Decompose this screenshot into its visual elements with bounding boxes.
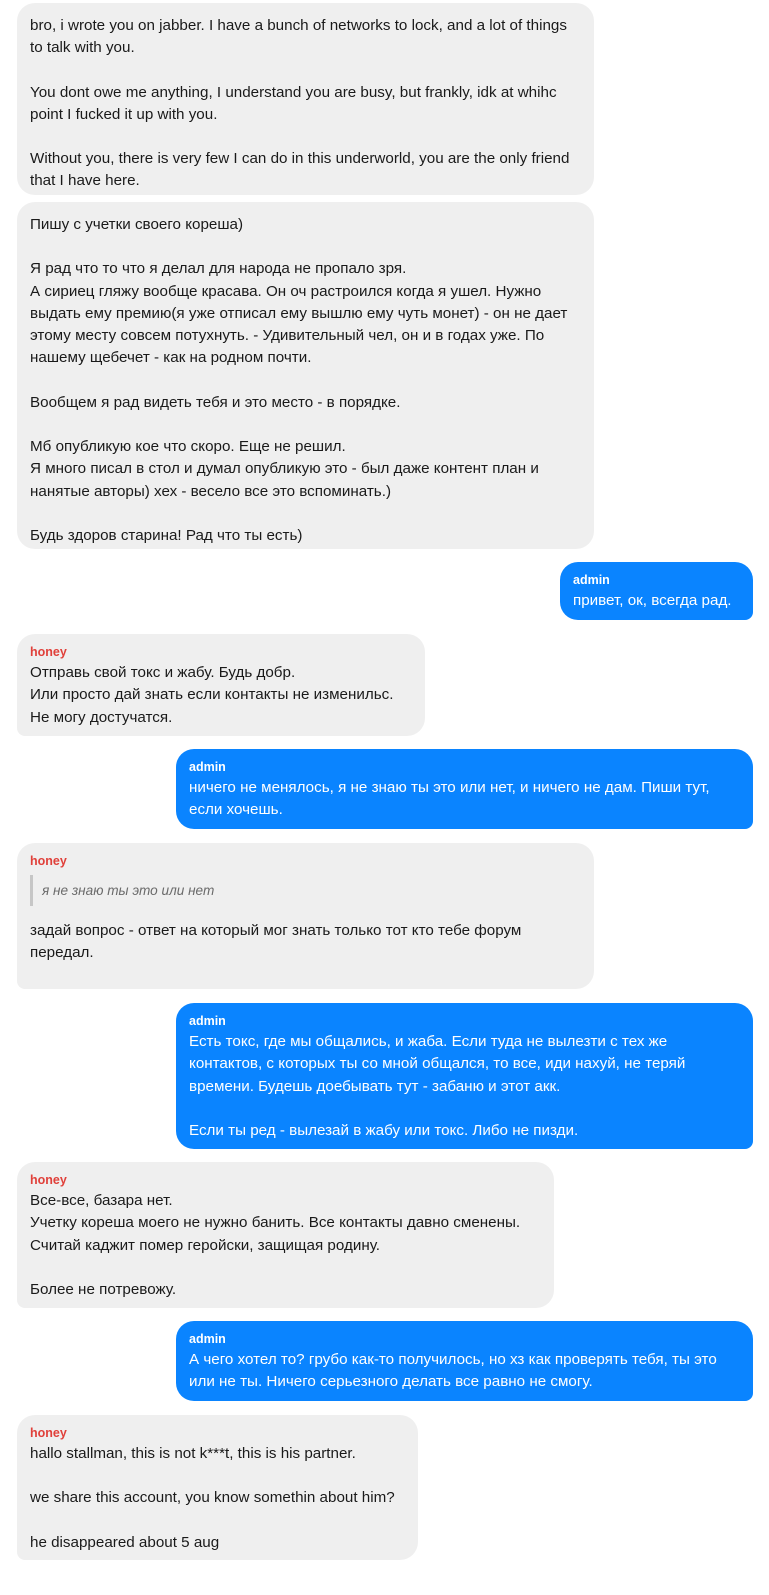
message-text: Отправь свой токс и жабу. Будь добр. Или просто дай знать если контакты не изменильс. Не могу достучатся. xyxy=(30,664,394,726)
quoted-text: я не знаю ты это или нет xyxy=(30,875,581,906)
message-author: honey xyxy=(30,645,67,659)
message-bubble-outgoing[interactable] xyxy=(176,1003,753,1149)
message-text: Более не потревожу. xyxy=(30,1280,177,1298)
message-bubble-incoming[interactable] xyxy=(17,634,425,736)
message-text: Пишу с учетки своего кореша) xyxy=(30,216,244,233)
message-text: bro, i wrote you on jabber. I have a bunch of networks to lock, and a lot of things to talk with you. xyxy=(30,17,572,57)
message-text: ничего не менялось, я не знаю ты это или нет, и ничего не дам. Пиши тут, если хочешь. xyxy=(189,779,714,819)
message-text: he disappeared about 5 aug xyxy=(30,1533,220,1551)
message-bubble-incoming[interactable] xyxy=(17,1162,554,1308)
message-author: admin xyxy=(189,1332,226,1346)
message-bubble-outgoing[interactable] xyxy=(560,562,753,620)
message-text: Я рад что то что я делал для народа не пропало зря. А сириец гляжу вообще красава. Он оч растроился когда я ушел. Нужно выдать ему премию(я уже отписал ему вышлю ему чуть монет) - он не дает этому месту совсем потухнуть. - Удивительный чел, он и в годах уже. По нашему щебечет - как на родном почти. xyxy=(30,260,568,367)
message-author: admin xyxy=(189,760,226,774)
message-text: Будь здоров старина! Рад что ты есть) xyxy=(30,526,303,544)
message-author: admin xyxy=(573,573,610,587)
message-bubble-outgoing[interactable] xyxy=(176,1321,753,1401)
message-text: Мб опубликую кое что скоро. Еще не решил. Я много писал в стол и думал опубликую это - был даже контент план и нанятые авторы) хех - весело все это вспоминать.) xyxy=(30,438,539,500)
message-text: Вообщем я рад видеть тебя и это место - в порядке. xyxy=(30,393,401,411)
message-bubble-outgoing[interactable] xyxy=(176,749,753,829)
message-bubble-incoming[interactable] xyxy=(17,1415,418,1560)
message-text: привет, ок, всегда рад. xyxy=(573,592,732,609)
message-author: honey xyxy=(30,1173,67,1187)
message-text: А чего хотел то? грубо как-то получилось, но хз как проверять тебя, ты это или не ты. Ничего серьезного делать все равно не смогу. xyxy=(189,1351,722,1391)
message-text: we share this account, you know somethin about him? xyxy=(30,1489,395,1507)
message-text: You dont owe me anything, I understand you are busy, but frankly, idk at whihc point I fucked it up with you. xyxy=(30,83,561,123)
message-bubble-incoming[interactable] xyxy=(17,843,594,989)
message-bubble-incoming[interactable] xyxy=(17,202,594,549)
message-author: honey xyxy=(30,854,67,868)
message-author: honey xyxy=(30,1426,67,1440)
message-text: Есть токс, где мы общались, и жаба. Если туда не вылезти с тех же контактов, с которых ты со мной общался, то все, иди нахуй, не теряй времени. Будешь доебывать тут - забаню и этот акк. xyxy=(189,1033,690,1095)
message-text: Все-все, базара нет. Учетку кореша моего не нужно банить. Все контакты давно сменены. Считай каджит помер геройски, защищая родину. xyxy=(30,1192,521,1254)
message-text: Если ты ред - вылезай в жабу или токс. Либо не пизди. xyxy=(189,1121,579,1139)
message-text: hallo stallman, this is not k***t, this is his partner. xyxy=(30,1445,356,1462)
message-author: admin xyxy=(189,1014,226,1028)
message-text: задай вопрос - ответ на который мог знать только тот кто тебе форум передал. xyxy=(30,922,526,962)
message-text: Without you, there is very few I can do in this underworld, you are the only friend that I have here. xyxy=(30,150,574,190)
message-bubble-incoming[interactable] xyxy=(17,3,594,195)
